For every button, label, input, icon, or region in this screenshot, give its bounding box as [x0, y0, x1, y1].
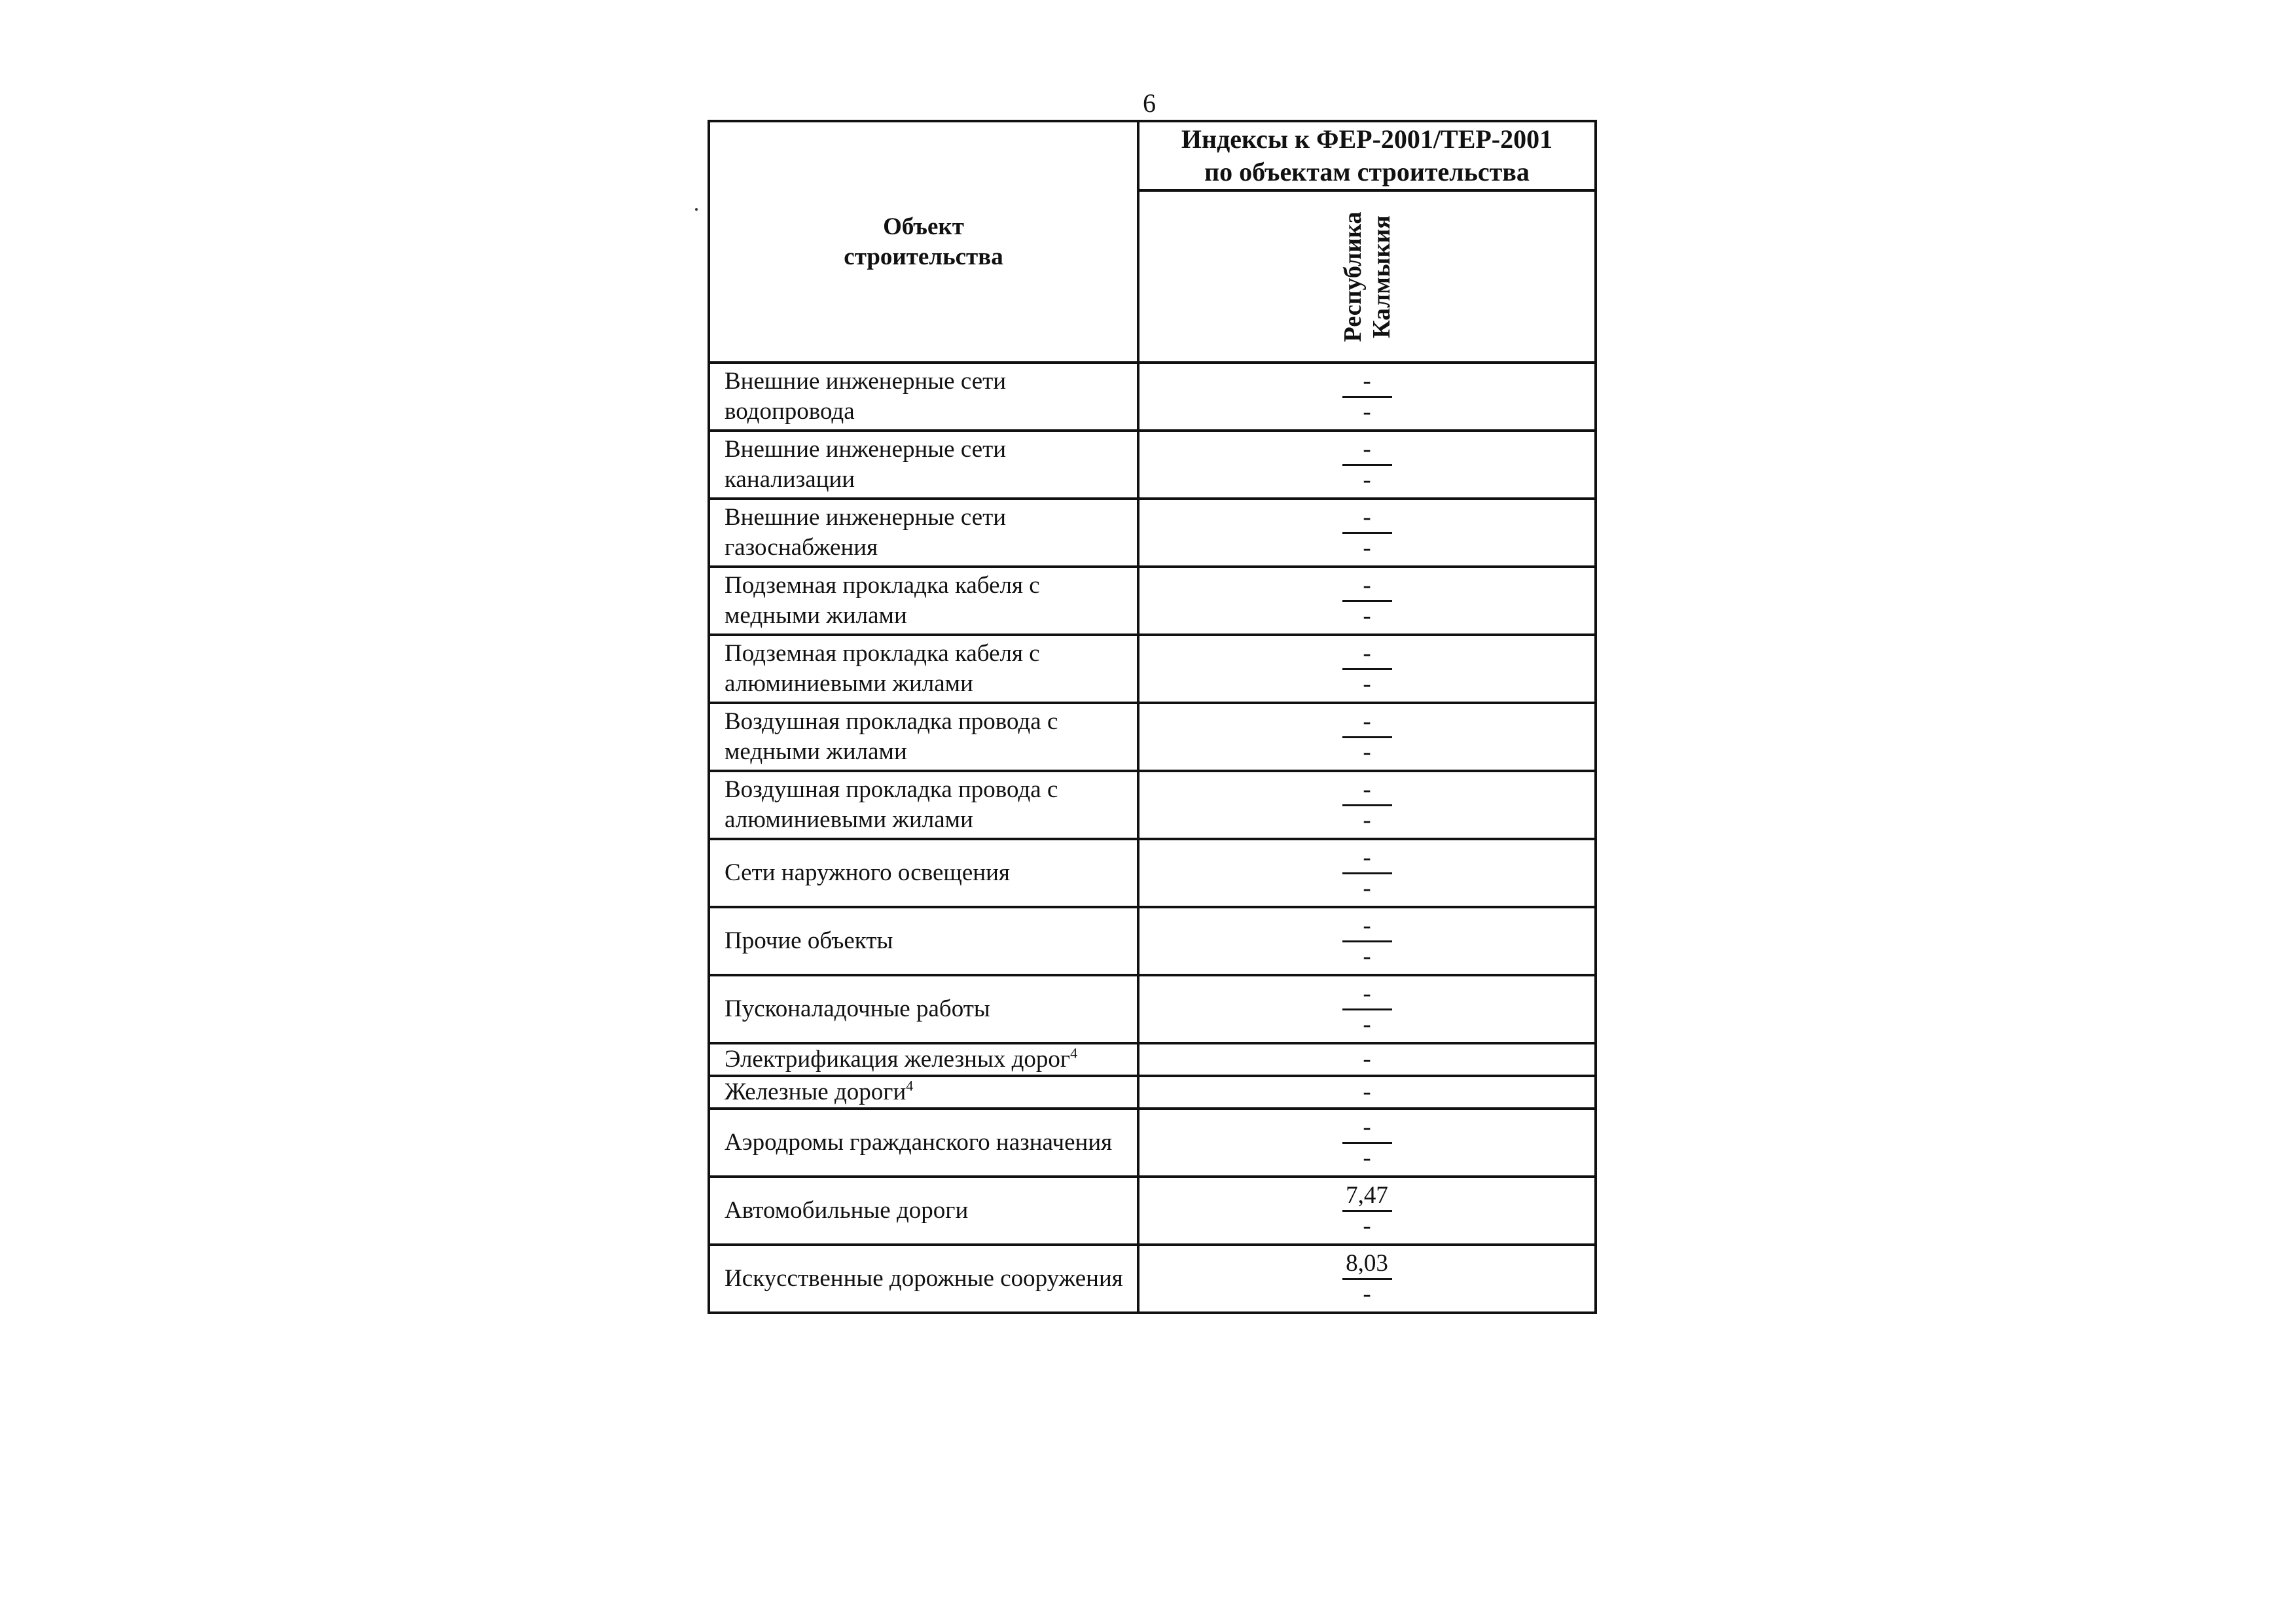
row-name — [709, 1076, 1138, 1109]
table-row — [709, 431, 1596, 499]
value-numerator: - — [1342, 1113, 1392, 1144]
row-name: Автомобильные дороги — [709, 1177, 1138, 1245]
row-value — [1138, 363, 1596, 431]
value-numerator: 7,47 — [1342, 1181, 1392, 1212]
value-numerator: - — [1342, 571, 1392, 602]
value-numerator: - — [1342, 435, 1392, 466]
row-value — [1138, 771, 1596, 839]
value-denominator: - — [1363, 942, 1371, 970]
table-row — [709, 771, 1596, 839]
table-row — [709, 1109, 1596, 1177]
row-name: Искусственные дорожные сооружения — [709, 1245, 1138, 1313]
value-numerator: 8,03 — [1342, 1249, 1392, 1280]
row-value — [1138, 703, 1596, 771]
row-value — [1138, 975, 1596, 1043]
region-label — [1338, 211, 1396, 342]
value-denominator: - — [1363, 534, 1371, 562]
region-line1: Республика — [1338, 211, 1367, 342]
value-denominator: - — [1363, 670, 1371, 698]
value-denominator: - — [1363, 466, 1371, 493]
value-numerator: - — [1342, 980, 1392, 1010]
value-numerator: - — [1342, 707, 1392, 738]
row-name: Внешние инженерные сети канализации — [709, 431, 1138, 499]
value-denominator: - — [1363, 602, 1371, 630]
header-object-line2: строительства — [844, 243, 1003, 270]
table-row — [709, 703, 1596, 771]
header-object-line1: Объект — [883, 213, 964, 240]
footnote-marker: 4 — [906, 1077, 914, 1094]
table-row — [709, 1177, 1596, 1245]
construction-index-table — [708, 120, 1597, 1314]
value-denominator: - — [1363, 1144, 1371, 1171]
row-value — [1138, 567, 1596, 635]
row-value — [1138, 1109, 1596, 1177]
row-name: Аэродромы гражданского назначения — [709, 1109, 1138, 1177]
value-denominator: - — [1363, 1280, 1371, 1308]
table-row — [709, 499, 1596, 567]
row-value — [1138, 839, 1596, 907]
value-denominator: - — [1363, 874, 1371, 902]
table-row — [709, 635, 1596, 703]
value-denominator: - — [1363, 1010, 1371, 1038]
value-denominator: - — [1363, 806, 1371, 834]
row-value — [1138, 907, 1596, 975]
row-value: - — [1138, 1076, 1596, 1109]
row-value — [1138, 499, 1596, 567]
table-row — [709, 1245, 1596, 1313]
header-index-cell — [1138, 121, 1596, 190]
header-object-cell — [709, 121, 1138, 363]
table-row — [709, 1043, 1596, 1076]
row-name: Воздушная прокладка провода с алюминиевыми жилами — [709, 771, 1138, 839]
footnote-marker: 4 — [1070, 1044, 1078, 1061]
value-numerator: - — [1342, 639, 1392, 670]
page-number: 6 — [1143, 88, 1156, 118]
row-name: Подземная прокладка кабеля с медными жилами — [709, 567, 1138, 635]
table-row — [709, 1076, 1596, 1109]
value-denominator: - — [1363, 1212, 1371, 1240]
row-name-text: Железные дороги — [725, 1079, 906, 1105]
row-name: Внешние инженерные сети газоснабжения — [709, 499, 1138, 567]
value-numerator: - — [1342, 503, 1392, 534]
scan-speck — [695, 208, 698, 211]
row-name — [709, 1043, 1138, 1076]
value-denominator: - — [1363, 738, 1371, 766]
row-name: Внешние инженерные сети водопровода — [709, 363, 1138, 431]
table-row — [709, 975, 1596, 1043]
row-value — [1138, 635, 1596, 703]
row-value — [1138, 431, 1596, 499]
header-index-line1: Индексы к ФЕР-2001/ТЕР-2001 — [1181, 124, 1553, 154]
header-index-line2: по объектам строительства — [1204, 157, 1530, 187]
row-name: Прочие объекты — [709, 907, 1138, 975]
table-row — [709, 567, 1596, 635]
row-value — [1138, 1177, 1596, 1245]
table-row — [709, 907, 1596, 975]
row-value — [1138, 1245, 1596, 1313]
value-numerator: - — [1342, 367, 1392, 398]
header-region-cell — [1138, 190, 1596, 363]
value-denominator: - — [1363, 398, 1371, 425]
row-name: Пусконаладочные работы — [709, 975, 1138, 1043]
row-name: Подземная прокладка кабеля с алюминиевыми жилами — [709, 635, 1138, 703]
value-numerator: - — [1342, 844, 1392, 874]
table-row — [709, 839, 1596, 907]
value-numerator: - — [1342, 912, 1392, 942]
table-row — [709, 363, 1596, 431]
value-numerator: - — [1342, 776, 1392, 806]
row-name-text: Электрификация железных дорог — [725, 1046, 1071, 1073]
row-name: Сети наружного освещения — [709, 839, 1138, 907]
row-name: Воздушная прокладка провода с медными жилами — [709, 703, 1138, 771]
region-line2: Калмыкия — [1367, 215, 1395, 338]
row-value: - — [1138, 1043, 1596, 1076]
